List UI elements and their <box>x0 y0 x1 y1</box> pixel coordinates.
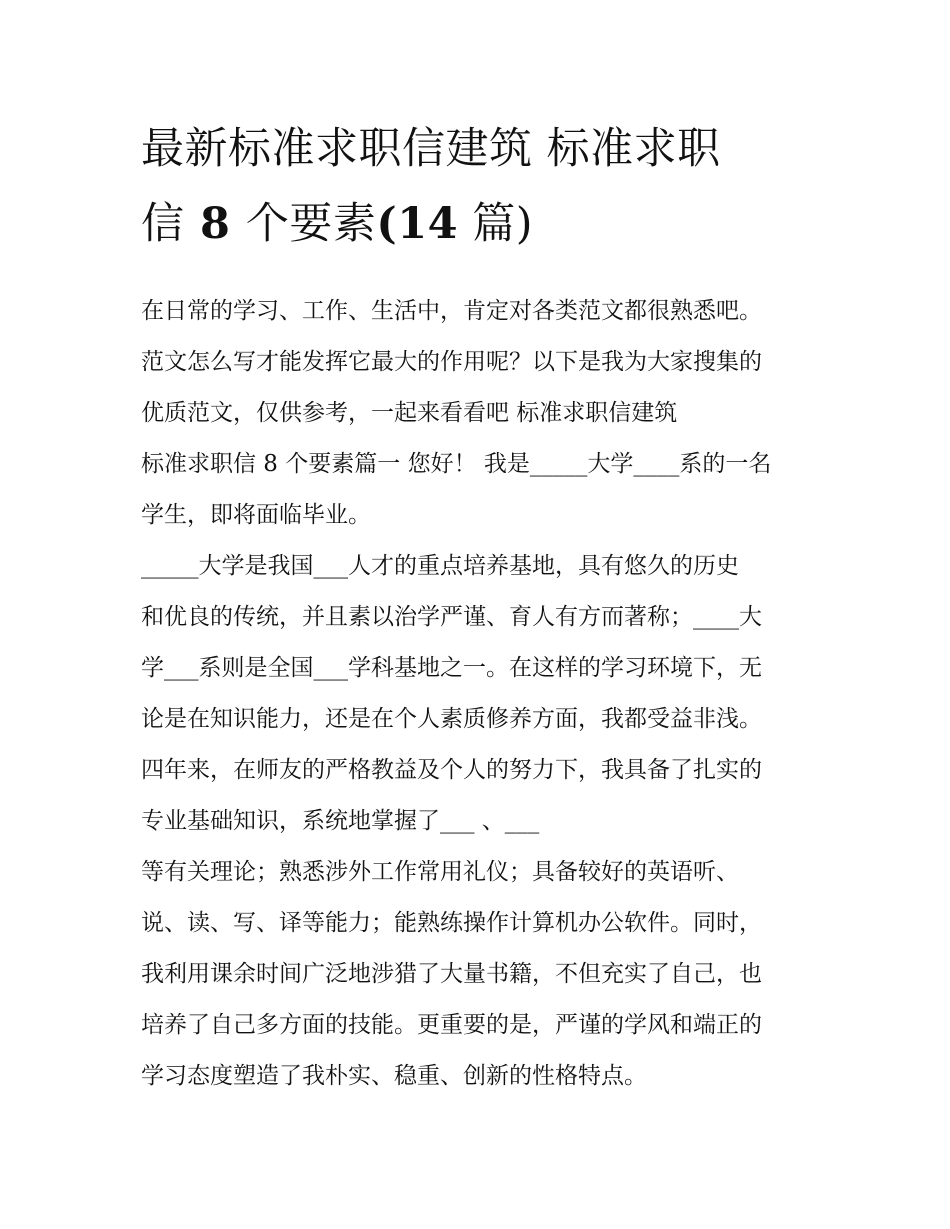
body-line: 学___系则是全国___学科基地之一。在这样的学习环境下，无 <box>141 655 762 681</box>
body-line: 范文怎么写才能发挥它最大的作用呢？以下是我为大家搜集的 <box>141 349 762 375</box>
title-line-2 <box>141 187 813 262</box>
title-line-2-prefix: 信 <box>141 199 185 249</box>
document-title <box>141 112 813 262</box>
title-line-2-mid: 个要素 <box>245 199 377 249</box>
body-line: _____大学是我国___人才的重点培养基地，具有悠久的历史 <box>141 553 739 579</box>
body-line: 培养了自己多方面的技能。更重要的是，严谨的学风和端正的 <box>141 1012 762 1038</box>
body-line: 学习态度塑造了我朴实、稳重、创新的性格特点。 <box>141 1063 647 1089</box>
body-line: 标准求职信 8 个要素篇一 您好！ 我是_____大学____系的一名 <box>141 451 772 477</box>
body-line: 四年来，在师友的严格教益及个人的努力下，我具备了扎实的 <box>141 757 762 783</box>
body-line: 和优良的传统，并且素以治学严谨、育人有方而著称；____大 <box>141 604 762 630</box>
body-line: 我利用课余时间广泛地涉猎了大量书籍，不但充实了自己，也 <box>141 961 762 987</box>
body-line: 学生，即将面临毕业。 <box>141 502 371 528</box>
body-line: 专业基础知识，系统地掌握了___ 、___ <box>141 808 540 834</box>
title-line-2-suffix: 篇) <box>472 199 534 249</box>
title-line-2-number: 8 <box>199 199 231 249</box>
title-line-1: 最新标准求职信建筑 标准求职 <box>141 124 721 174</box>
body-line: 论是在知识能力，还是在个人素质修养方面，我都受益非浅。 <box>141 706 762 732</box>
body-line: 优质范文，仅供参考，一起来看看吧 标准求职信建筑 <box>141 400 678 426</box>
title-line-2-count: (14 <box>376 199 459 249</box>
document-content <box>141 112 813 1102</box>
body-line: 等有关理论；熟悉涉外工作常用礼仪；具备较好的英语听、 <box>141 859 739 885</box>
body-line: 在日常的学习、工作、生活中，肯定对各类范文都很熟悉吧。 <box>141 298 762 324</box>
body-line: 说、读、写、译等能力；能熟练操作计算机办公软件。同时， <box>141 910 762 936</box>
document-body <box>141 286 813 1102</box>
